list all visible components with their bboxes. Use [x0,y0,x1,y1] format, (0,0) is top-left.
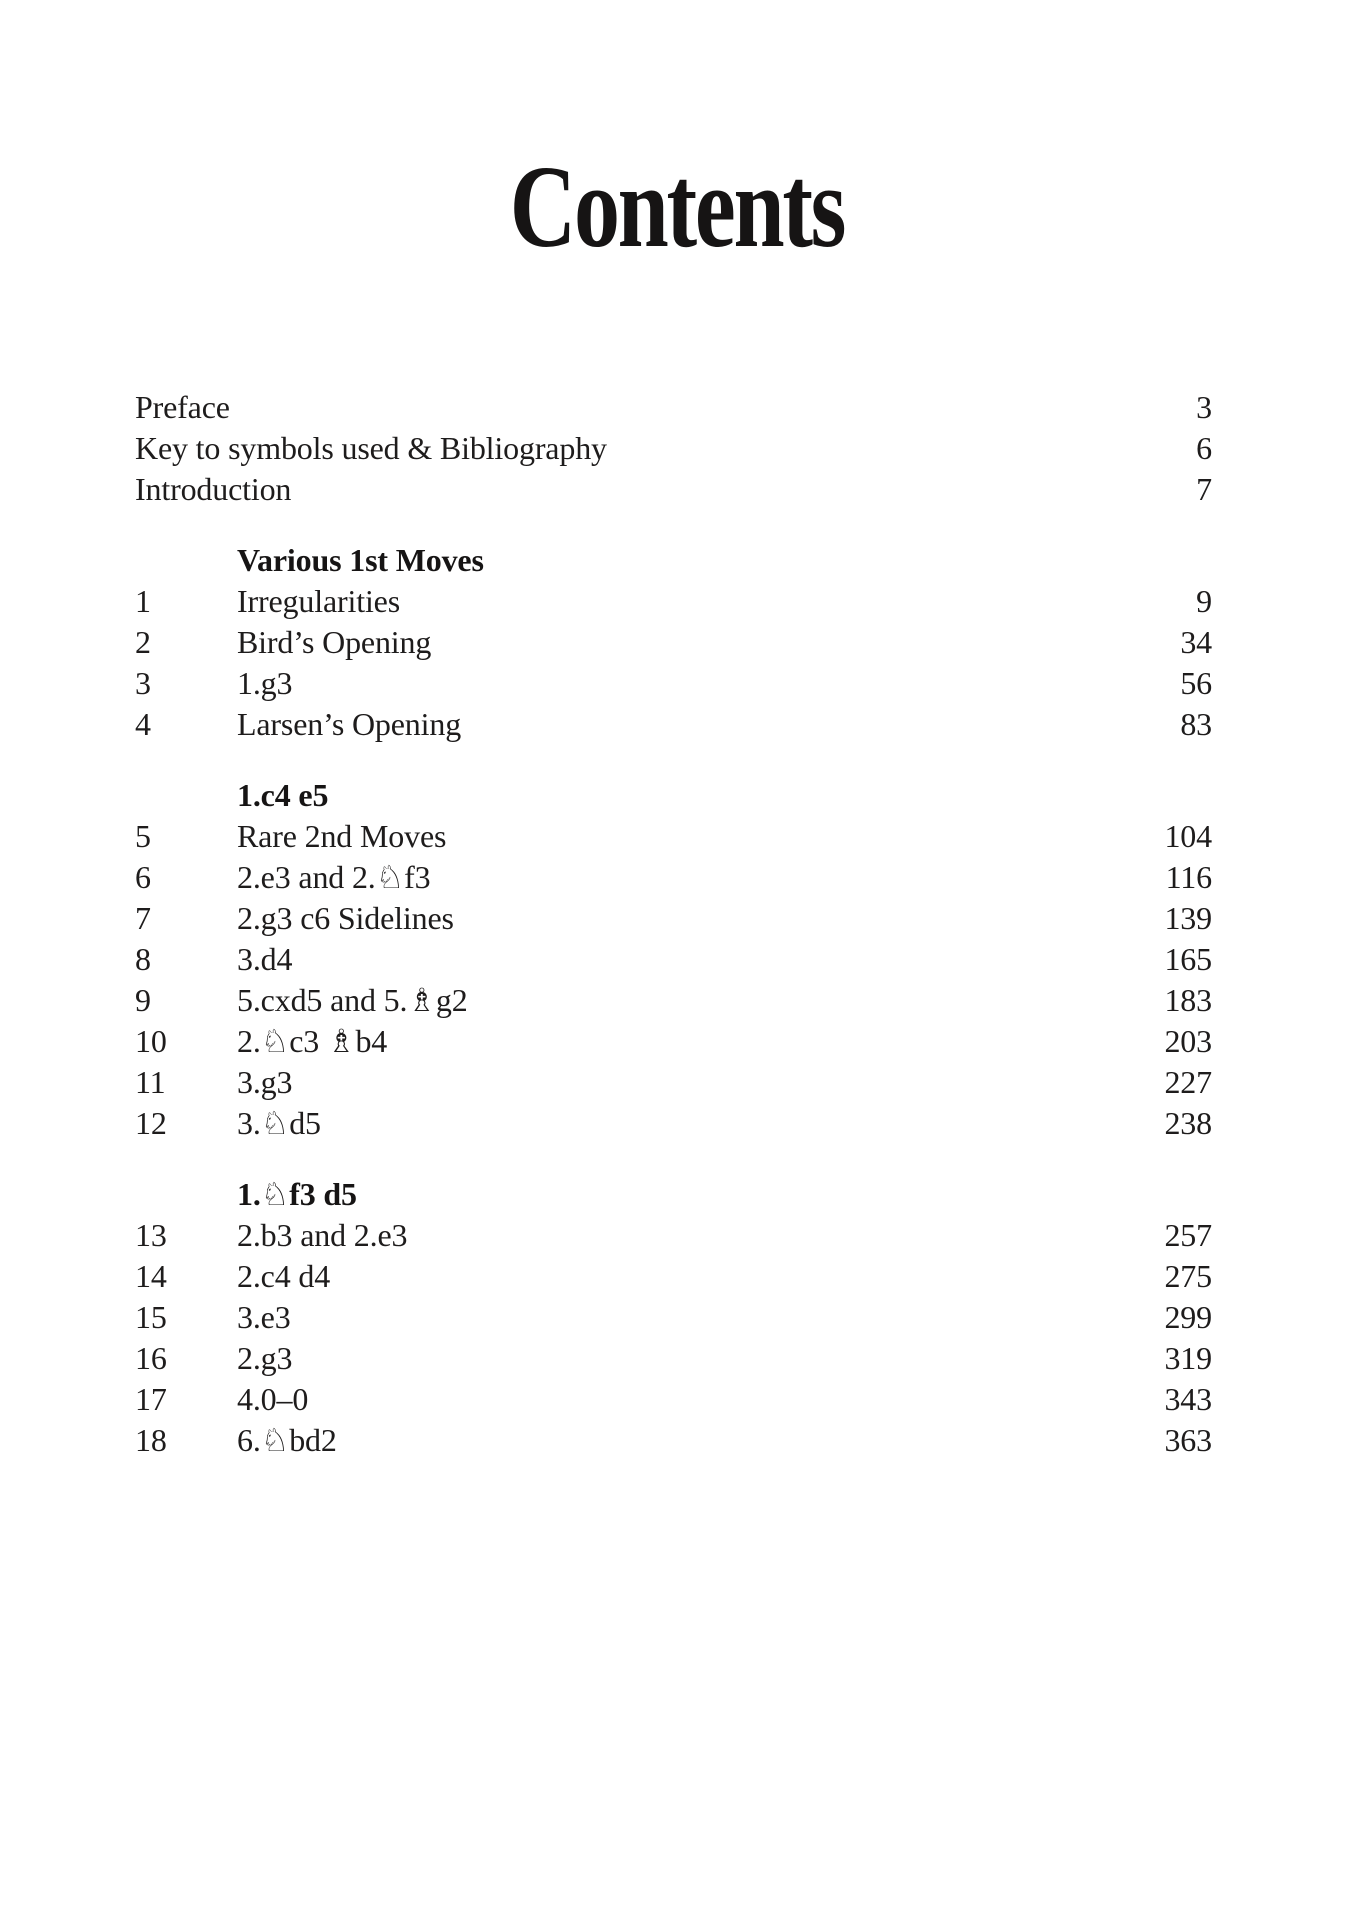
chapter-page-number: 343 [1164,1381,1212,1417]
toc-entry [135,622,1212,663]
section-heading: 1.♘f3 d5 [237,1176,357,1212]
toc-entry-label: Preface [135,389,230,425]
front-matter-list [135,387,1212,510]
toc-entry-page-number: 6 [1196,430,1212,466]
chapter-number: 9 [135,982,151,1018]
toc-entry [135,428,1212,469]
chapter-list [135,816,1212,1144]
toc-entry [135,581,1212,622]
toc-entry [135,1062,1212,1103]
chapter-title: Bird’s Opening [237,624,432,660]
page-title: Contents [509,141,845,272]
toc-entry [135,1420,1212,1461]
chapter-title: 3.d4 [237,941,293,977]
chapter-number: 5 [135,818,151,854]
chapter-number: 7 [135,900,151,936]
toc-entry [135,1256,1212,1297]
chapter-page-number: 165 [1164,941,1212,977]
toc-entry [135,939,1212,980]
toc-entry [135,387,1212,428]
toc-entry [135,469,1212,510]
chapter-number: 14 [135,1258,167,1294]
chapter-title: 2.g3 [237,1340,293,1376]
chapter-number: 12 [135,1105,167,1141]
chapter-number: 1 [135,583,151,619]
chapter-number: 15 [135,1299,167,1335]
chapter-page-number: 319 [1164,1340,1212,1376]
toc-section [135,1174,1212,1461]
chapter-title: 6.♘bd2 [237,1422,337,1458]
chapter-page-number: 257 [1164,1217,1212,1253]
section-heading-row [135,775,1212,816]
chapter-page-number: 203 [1164,1023,1212,1059]
chapter-number: 10 [135,1023,167,1059]
toc-entry [135,1379,1212,1420]
table-of-contents [0,387,1354,1461]
chapter-title: 2.e3 and 2.♘f3 [237,859,431,895]
toc-entry [135,1215,1212,1256]
toc-entry-page-number: 7 [1196,471,1212,507]
chapter-page-number: 227 [1164,1064,1212,1100]
toc-entry [135,980,1212,1021]
chapter-number: 8 [135,941,151,977]
chapter-number: 17 [135,1381,167,1417]
chapter-title: 3.e3 [237,1299,291,1335]
chapter-title: 3.♘d5 [237,1105,321,1141]
chapter-number: 3 [135,665,151,701]
section-heading: Various 1st Moves [237,542,484,578]
toc-entry [135,1021,1212,1062]
chapter-page-number: 363 [1164,1422,1212,1458]
toc-section [135,775,1212,1144]
toc-entry [135,1338,1212,1379]
toc-entry [135,816,1212,857]
chapter-title: 2.♘c3 ♗b4 [237,1023,388,1059]
chapter-title: 2.b3 and 2.e3 [237,1217,408,1253]
chapter-number: 4 [135,706,151,742]
chapter-page-number: 34 [1180,624,1212,660]
chapter-page-number: 183 [1164,982,1212,1018]
chapter-title: Larsen’s Opening [237,706,462,742]
chapter-number: 13 [135,1217,167,1253]
toc-entry [135,1297,1212,1338]
chapter-title: 3.g3 [237,1064,293,1100]
toc-entry [135,704,1212,745]
section-heading: 1.c4 e5 [237,777,329,813]
chapter-list [135,581,1212,745]
chapter-page-number: 56 [1180,665,1212,701]
toc-entry-label: Key to symbols used & Bibliography [135,430,607,466]
toc-entry [135,663,1212,704]
chapter-page-number: 116 [1165,859,1212,895]
chapter-number: 6 [135,859,151,895]
chapter-title: Irregularities [237,583,401,619]
toc-entry-label: Introduction [135,471,292,507]
chapter-page-number: 275 [1164,1258,1212,1294]
chapter-page-number: 238 [1164,1105,1212,1141]
chapter-page-number: 104 [1164,818,1212,854]
chapter-title: 2.c4 d4 [237,1258,331,1294]
toc-entry [135,1103,1212,1144]
chapter-title: 1.g3 [237,665,293,701]
toc-entry-page-number: 3 [1196,389,1212,425]
chapter-number: 16 [135,1340,167,1376]
chapter-page-number: 9 [1196,583,1212,619]
chapter-title: 5.cxd5 and 5.♗g2 [237,982,468,1018]
chapter-page-number: 139 [1164,900,1212,936]
chapter-number: 2 [135,624,151,660]
section-list [135,540,1212,1461]
chapter-number: 11 [135,1064,166,1100]
chapter-title: Rare 2nd Moves [237,818,447,854]
chapter-page-number: 83 [1180,706,1212,742]
chapter-number: 18 [135,1422,167,1458]
chapter-list [135,1215,1212,1461]
toc-entry [135,898,1212,939]
toc-entry [135,857,1212,898]
chapter-title: 2.g3 c6 Sidelines [237,900,454,936]
section-heading-row [135,1174,1212,1215]
chapter-title: 4.0–0 [237,1381,309,1417]
section-heading-row [135,540,1212,581]
toc-section [135,540,1212,745]
chapter-page-number: 299 [1164,1299,1212,1335]
